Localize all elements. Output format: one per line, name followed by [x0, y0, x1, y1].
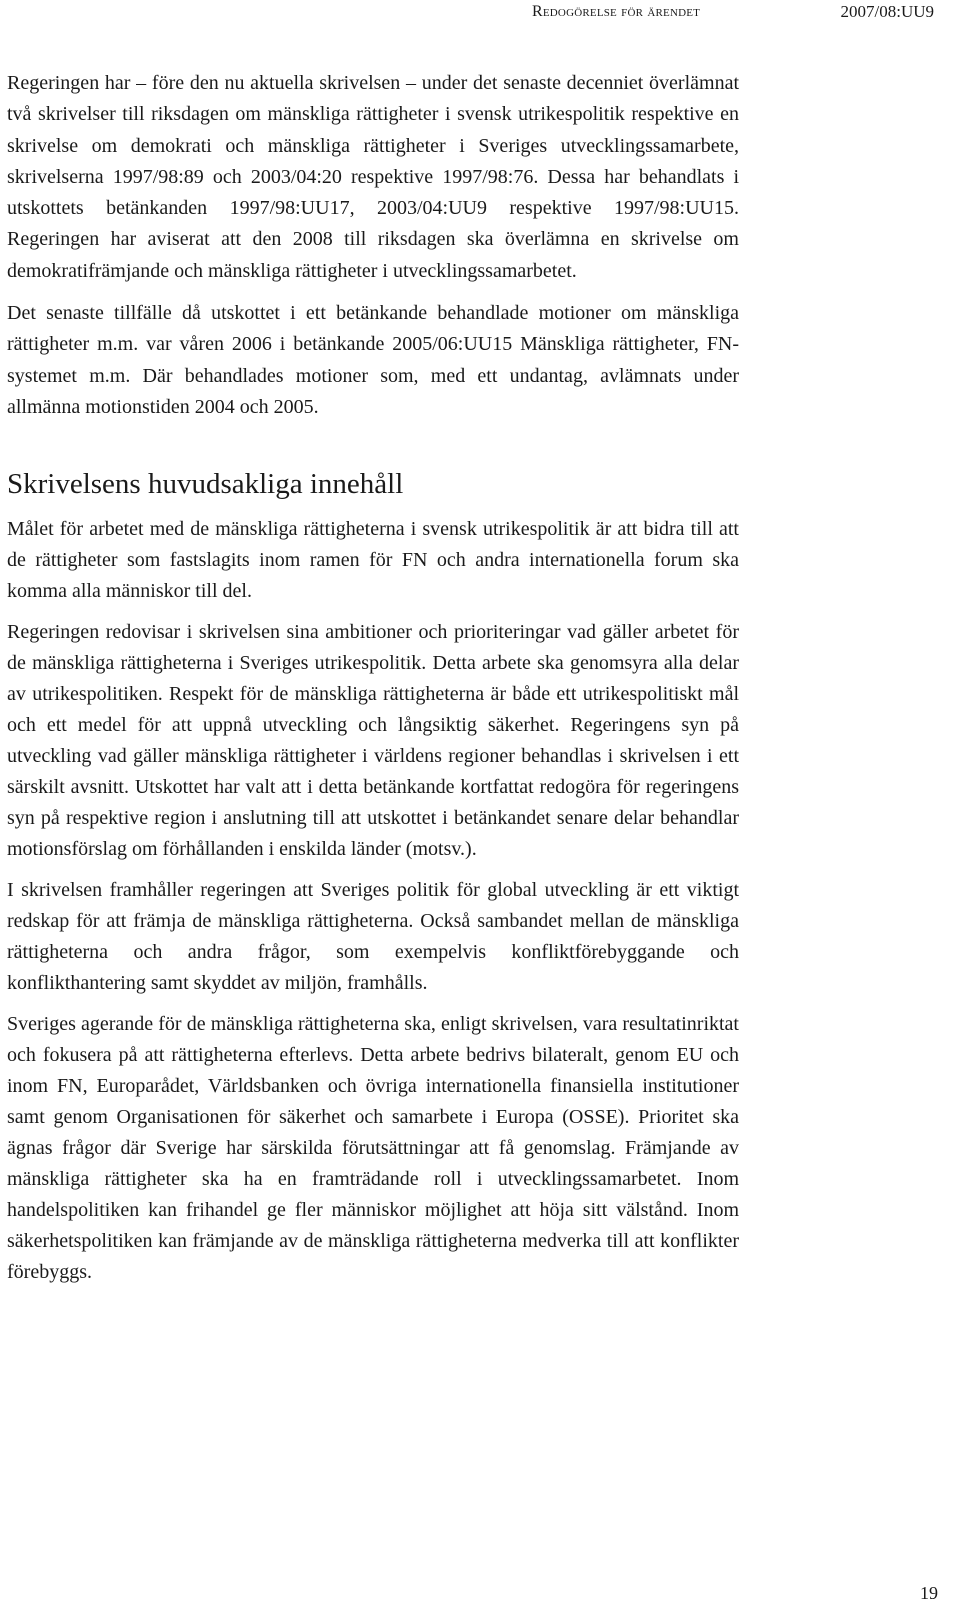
- intro-paragraph-2: Det senaste tillfälle då utskottet i ett betänkande behandlade motioner om mänskliga rättigheter m.m. var våren 2006 i betänkande 2005/06:UU15 Mänskliga rättigheter, FN-systemet m.m. Där behandlades motioner som, med ett undantag, avlämnats under allmänna motionstiden 2004 och 2005.: [7, 302, 739, 418]
- section-heading: Skrivelsens huvudsakliga innehåll: [7, 468, 404, 501]
- document-id: 2007/08:UU9: [840, 2, 934, 21]
- page-number: 19: [920, 1583, 938, 1603]
- intro-paragraph-1: Regeringen har – före den nu aktuella skrivelsen – under det senaste decenniet överlämnat två skrivelser till riksdagen om mänskliga rättigheter i svensk utrikespolitik respektive en skrivelse om demokrati och mänskliga rättigheter i Sveriges utvecklingssamarbete, skrivelserna 1997/98:89 och 2003/04:20 respektive 1997/98:76. Dessa har behandlats i utskottets betänkanden 1997/98:UU17, 2003/04:UU9 respektive 1997/98:UU15. Regeringen har aviserat att den 2008 till riksdagen ska överlämna en skrivelse om demokratifrämjande och mänskliga rättigheter i utvecklingssamarbetet.: [7, 72, 739, 282]
- section-main-content: [7, 466, 739, 1288]
- document-body: [7, 68, 739, 1298]
- page-header: [0, 0, 960, 50]
- section-paragraph-3: I skrivelsen framhåller regeringen att Sveriges politik för global utveckling är ett viktigt redskap för att främja de mänskliga rättigheterna. Också sambandet mellan de mänskliga rättigheterna och andra frågor, som exempelvis konfliktförebyggande och konflikthantering samt skyddet av miljön, framhålls.: [7, 879, 739, 995]
- running-section-title: Redogörelse för ärendet: [532, 3, 701, 20]
- section-paragraph-2: Regeringen redovisar i skrivelsen sina ambitioner och prioriteringar vad gäller arbetet för de mänskliga rättigheterna i Sveriges utrikespolitik. Detta arbete ska genomsyra alla delar av utrikespolitiken. Respekt för de mänskliga rättigheterna är både ett utrikespolitiskt mål och ett medel för att uppnå utveckling och långsiktig säkerhet. Regeringens syn på utveckling vad gäller mänskliga rättigheter i världens regioner behandlas i skrivelsen i ett särskilt avsnitt. Utskottet har valt att i detta betänkande kortfattat redogöra för regeringens syn på respektive region i anslutning till att utskottet i betänkandet senare delar behandlar motionsförslag om förhållanden i enskilda länder (motsv.).: [7, 621, 739, 861]
- section-paragraph-4: Sveriges agerande för de mänskliga rättigheterna ska, enligt skrivelsen, vara resultatinriktat och fokusera på att rättigheterna efterlevs. Detta arbete bedrivs bilateralt, genom EU och inom FN, Europarådet, Världsbanken och övriga internationella finansiella institutioner samt genom Organisationen för säkerhet och samarbete i Europa (OSSE). Prioritet ska ägnas frågor där Sverige har särskilda förutsättningar att få genomslag. Främjande av mänskliga rättigheter ska ha en framträdande roll i utvecklingssamarbetet. Inom handelspolitiken kan frihandel ge fler människor möjlighet att höja sitt välstånd. Inom säkerhetspolitiken kan främjande av de mänskliga rättigheterna medverka till att konflikter förebyggs.: [7, 1013, 739, 1284]
- section-paragraph-1: Målet för arbetet med de mänskliga rättigheterna i svensk utrikespolitik är att bidra till att de rättigheter som fastslagits inom ramen för FN och andra internationella forum ska komma alla människor till del.: [7, 518, 739, 603]
